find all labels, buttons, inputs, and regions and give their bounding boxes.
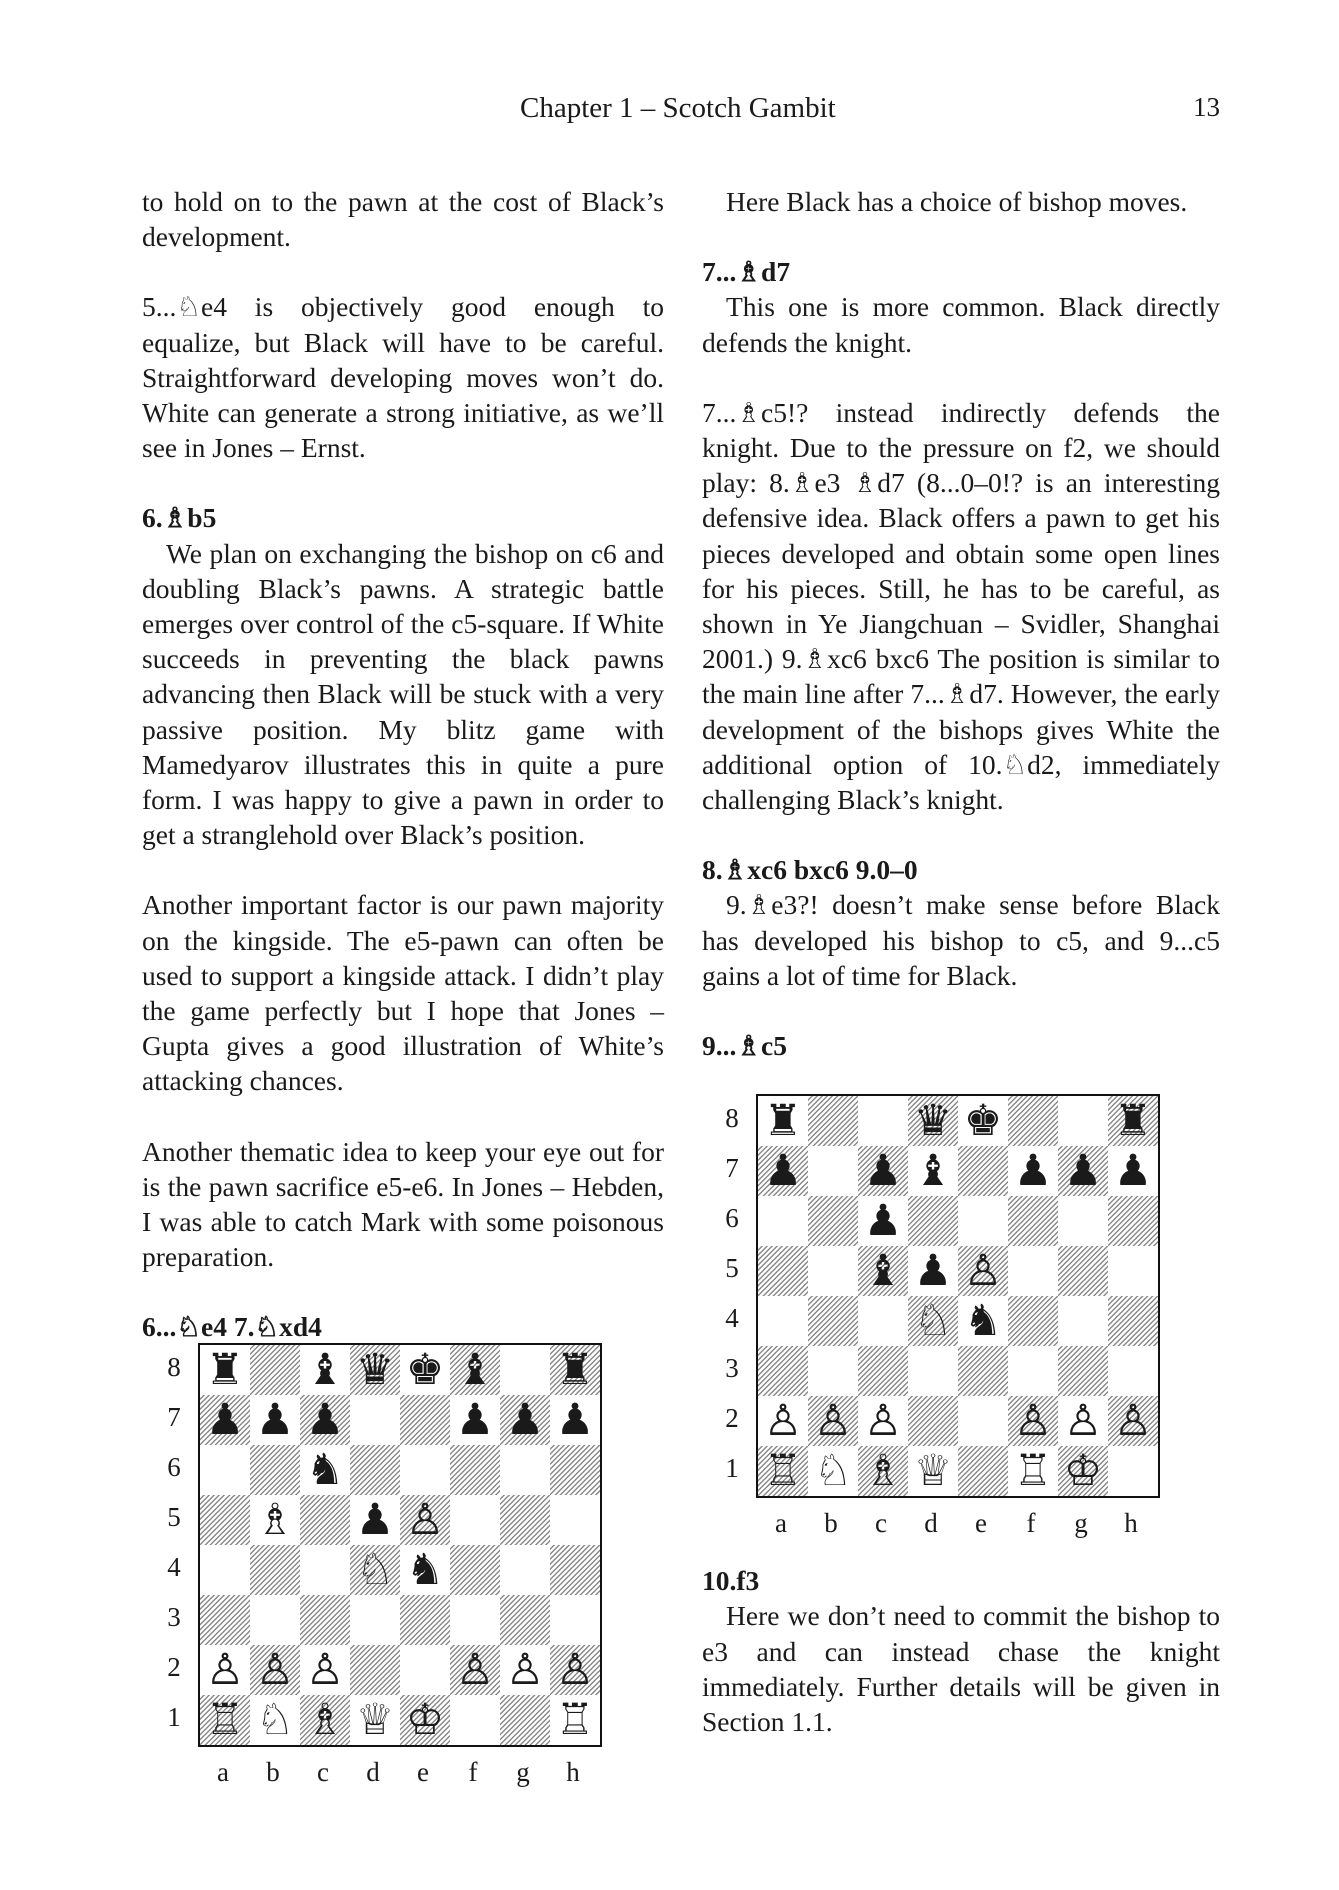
paragraph: 5...♘e4 is objectively good enough to equalize, but Black will have to be careful. Straightforward developing moves won’t do. White can generate a strong initiative, as we’ll see in Jones – Ernst.: [142, 291, 664, 464]
rank-label: 4: [167, 1552, 181, 1582]
board-square-f7: [1008, 1146, 1058, 1196]
board-square-b2: [250, 1645, 300, 1695]
board-square-f4: [450, 1545, 500, 1595]
board-square-h8: [1108, 1096, 1158, 1146]
board-square-f5: [450, 1495, 500, 1545]
rank-label: 2: [167, 1652, 181, 1682]
board-square-b4: [808, 1296, 858, 1346]
board-square-c7: [300, 1395, 350, 1445]
board-square-f4: [1008, 1296, 1058, 1346]
board-square-h5: [1108, 1246, 1158, 1296]
board-square-a8: [758, 1096, 808, 1146]
chess-piece: ♞: [963, 1295, 1003, 1346]
board-square-c7: [858, 1146, 908, 1196]
chess-piece: ♙: [305, 1644, 345, 1695]
chess-piece: ♝: [913, 1145, 953, 1196]
board-square-c8: [300, 1345, 350, 1395]
board-square-e6: [958, 1196, 1008, 1246]
board-square-d4: [350, 1545, 400, 1595]
paragraph: Another thematic idea to keep your eye out for is the pawn sacrifice e5-e6. In Jones – Hebden, I was able to catch Mark with some poisonous preparation.: [142, 1135, 664, 1273]
board-square-a6: [200, 1445, 250, 1495]
board-square-c1: [858, 1446, 908, 1496]
chess-piece: ♗: [863, 1445, 903, 1496]
chess-piece: ♚: [405, 1344, 445, 1395]
chess-piece: ♖: [1013, 1445, 1053, 1496]
chess-piece: ♘: [913, 1295, 953, 1346]
chess-piece: ♙: [813, 1395, 853, 1446]
file-label: f: [468, 1757, 478, 1787]
chess-piece: ♙: [1063, 1395, 1103, 1446]
chess-piece: ♟: [1113, 1145, 1153, 1196]
chess-piece: ♟: [305, 1394, 345, 1445]
chess-piece: ♕: [913, 1445, 953, 1496]
rank-label: 7: [725, 1153, 739, 1183]
paragraph: Another important factor is our pawn majority on the kingside. The e5-pawn can often be used to support a kingside attack. I didn’t play the game perfectly but I hope that Jones – Gupta gives a good illustration of White’s attacking chances.: [142, 889, 664, 1097]
board-square-a5: [200, 1495, 250, 1545]
chess-piece: ♙: [405, 1494, 445, 1545]
chapter-title: Chapter 1 – Scotch Gambit: [520, 92, 836, 124]
board-square-b4: [250, 1545, 300, 1595]
board-square-g2: [500, 1645, 550, 1695]
board-square-g6: [1058, 1196, 1108, 1246]
rank-label: 4: [725, 1303, 739, 1333]
board-square-f6: [1008, 1196, 1058, 1246]
board-square-b8: [250, 1345, 300, 1395]
chess-piece: ♚: [963, 1095, 1003, 1146]
board-square-g4: [1058, 1296, 1108, 1346]
chess-piece: ♙: [863, 1395, 903, 1446]
board-square-a8: [200, 1345, 250, 1395]
chess-piece: ♜: [555, 1344, 595, 1395]
chess-piece: ♟: [913, 1245, 953, 1296]
board-square-e4: [400, 1545, 450, 1595]
chess-piece: ♙: [255, 1644, 295, 1695]
chess-piece: ♙: [1013, 1395, 1053, 1446]
rank-label: 8: [725, 1103, 739, 1133]
board-square-h8: [550, 1345, 600, 1395]
board-square-b8: [808, 1096, 858, 1146]
board-square-d6: [908, 1196, 958, 1246]
board-square-b5: [808, 1246, 858, 1296]
board-square-d1: [908, 1446, 958, 1496]
board-square-d2: [908, 1396, 958, 1446]
board-square-g8: [1058, 1096, 1108, 1146]
chess-piece: ♙: [205, 1644, 245, 1695]
chess-piece: ♟: [505, 1394, 545, 1445]
board-square-e1: [400, 1695, 450, 1745]
board-square-c6: [858, 1196, 908, 1246]
board-square-b3: [250, 1595, 300, 1645]
chessboard: [756, 1094, 1160, 1498]
board-square-h3: [550, 1595, 600, 1645]
move-heading: 7...♗d7: [702, 256, 791, 288]
board-square-g1: [1058, 1446, 1108, 1496]
board-square-e8: [400, 1345, 450, 1395]
board-square-c1: [300, 1695, 350, 1745]
board-square-e3: [958, 1346, 1008, 1396]
move-heading: 6...♘e4 7.♘xd4: [142, 1311, 322, 1343]
chess-piece: ♟: [455, 1394, 495, 1445]
chess-piece: ♟: [763, 1145, 803, 1196]
chess-piece: ♟: [355, 1494, 395, 1545]
board-square-g4: [500, 1545, 550, 1595]
left-column: [142, 184, 664, 1345]
board-square-e8: [958, 1096, 1008, 1146]
board-square-h1: [550, 1695, 600, 1745]
chess-piece: ♝: [863, 1245, 903, 1296]
board-square-f1: [450, 1695, 500, 1745]
board-square-e5: [958, 1246, 1008, 1296]
board-square-f3: [1008, 1346, 1058, 1396]
board-square-b2: [808, 1396, 858, 1446]
chess-piece: ♟: [1063, 1145, 1103, 1196]
board-square-g5: [500, 1495, 550, 1545]
board-square-e4: [958, 1296, 1008, 1346]
rank-label: 8: [167, 1352, 181, 1382]
board-square-c5: [300, 1495, 350, 1545]
file-label: d: [366, 1757, 380, 1787]
move-heading: 8.♗xc6 bxc6 9.0–0: [702, 854, 918, 886]
file-label: b: [266, 1757, 280, 1787]
chess-piece: ♘: [255, 1694, 295, 1745]
file-label: c: [317, 1757, 329, 1787]
board-square-g3: [500, 1595, 550, 1645]
paragraph: This one is more common. Black directly defends the knight.: [702, 291, 1220, 358]
board-square-e2: [958, 1396, 1008, 1446]
rank-label: 2: [725, 1403, 739, 1433]
chess-piece: ♟: [863, 1195, 903, 1246]
chess-piece: ♙: [505, 1644, 545, 1695]
paragraph: Here we don’t need to commit the bishop to e3 and can instead chase the knight immediately. Further details will be given in Section 1.1.: [702, 1600, 1220, 1738]
paragraph: We plan on exchanging the bishop on c6 and doubling Black’s pawns. A strategic battle emerges over control of the c5-square. If White succeeds in preventing the black pawns advancing then Black will be stuck with a very passive position. My blitz game with Mamedyarov illustrates this in quite a pure form. I was happy to give a pawn in order to get a stranglehold over Black’s position.: [142, 537, 664, 851]
board-square-h4: [550, 1545, 600, 1595]
rank-label: 3: [167, 1602, 181, 1632]
board-square-a4: [758, 1296, 808, 1346]
board-square-c2: [858, 1396, 908, 1446]
board-square-e6: [400, 1445, 450, 1495]
board-square-f5: [1008, 1246, 1058, 1296]
board-square-g5: [1058, 1246, 1108, 1296]
file-label: d: [924, 1508, 938, 1538]
chess-piece: ♔: [1063, 1445, 1103, 1496]
rank-label: 1: [167, 1702, 181, 1732]
chess-piece: ♛: [913, 1095, 953, 1146]
chess-piece: ♙: [555, 1644, 595, 1695]
board-square-d7: [908, 1146, 958, 1196]
board-square-e7: [958, 1146, 1008, 1196]
board-square-b7: [808, 1146, 858, 1196]
chess-piece: ♛: [355, 1344, 395, 1395]
paragraph: Here Black has a choice of bishop moves.: [726, 186, 1188, 217]
chess-piece: ♔: [405, 1694, 445, 1745]
board-square-a3: [200, 1595, 250, 1645]
board-square-a3: [758, 1346, 808, 1396]
file-label: b: [824, 1508, 838, 1538]
move-heading: 9...♗c5: [702, 1030, 787, 1062]
board-square-a2: [758, 1396, 808, 1446]
board-square-c5: [858, 1246, 908, 1296]
chess-piece: ♖: [763, 1445, 803, 1496]
right-column: [702, 184, 1220, 1739]
chess-piece: ♘: [813, 1445, 853, 1496]
chessboard: [198, 1343, 602, 1747]
rank-label: 6: [167, 1452, 181, 1482]
board-square-a7: [200, 1395, 250, 1445]
paragraph: 9.♗e3?! doesn’t make sense before Black has developed his bishop to c5, and 9...c5 gains a lot of time for Black.: [702, 889, 1220, 991]
board-square-f2: [1008, 1396, 1058, 1446]
file-label: a: [775, 1508, 787, 1538]
board-square-c8: [858, 1096, 908, 1146]
chess-piece: ♜: [763, 1095, 803, 1146]
file-label: c: [875, 1508, 887, 1538]
board-square-d3: [908, 1346, 958, 1396]
board-square-h7: [1108, 1146, 1158, 1196]
board-square-f6: [450, 1445, 500, 1495]
chess-piece: ♟: [1013, 1145, 1053, 1196]
file-label: f: [1026, 1508, 1036, 1538]
board-square-b1: [250, 1695, 300, 1745]
board-square-h6: [1108, 1196, 1158, 1246]
board-square-f8: [450, 1345, 500, 1395]
board-square-c3: [858, 1346, 908, 1396]
chess-piece: ♟: [555, 1394, 595, 1445]
board-square-h1: [1108, 1446, 1158, 1496]
file-label: e: [975, 1508, 987, 1538]
rank-label: 5: [725, 1253, 739, 1283]
board-square-d8: [908, 1096, 958, 1146]
board-square-g7: [500, 1395, 550, 1445]
board-square-h5: [550, 1495, 600, 1545]
board-square-h6: [550, 1445, 600, 1495]
chess-piece: ♞: [405, 1544, 445, 1595]
board-square-d7: [350, 1395, 400, 1445]
chess-piece: ♙: [763, 1395, 803, 1446]
chess-piece: ♗: [255, 1494, 295, 1545]
board-square-f2: [450, 1645, 500, 1695]
rank-label: 1: [725, 1453, 739, 1483]
board-square-h2: [1108, 1396, 1158, 1446]
file-label: g: [516, 1757, 530, 1787]
chess-piece: ♜: [1113, 1095, 1153, 1146]
board-square-c4: [858, 1296, 908, 1346]
chess-piece: ♙: [963, 1245, 1003, 1296]
board-square-d1: [350, 1695, 400, 1745]
board-square-e5: [400, 1495, 450, 1545]
board-square-d2: [350, 1645, 400, 1695]
paragraph: to hold on to the pawn at the cost of Black’s development.: [142, 186, 664, 253]
board-square-h4: [1108, 1296, 1158, 1346]
board-square-g6: [500, 1445, 550, 1495]
file-label: g: [1074, 1508, 1088, 1538]
chess-piece: ♘: [355, 1544, 395, 1595]
board-square-h2: [550, 1645, 600, 1695]
board-square-a4: [200, 1545, 250, 1595]
page-number: 13: [1193, 92, 1220, 122]
chess-piece: ♙: [455, 1644, 495, 1695]
board-square-c4: [300, 1545, 350, 1595]
board-square-g7: [1058, 1146, 1108, 1196]
board-square-e7: [400, 1395, 450, 1445]
chess-piece: ♝: [305, 1344, 345, 1395]
chess-piece: ♗: [305, 1694, 345, 1745]
board-square-a2: [200, 1645, 250, 1695]
chess-piece: ♟: [863, 1145, 903, 1196]
board-square-b6: [808, 1196, 858, 1246]
board-square-a5: [758, 1246, 808, 1296]
board-square-d4: [908, 1296, 958, 1346]
board-square-c3: [300, 1595, 350, 1645]
board-square-d3: [350, 1595, 400, 1645]
file-label: e: [417, 1757, 429, 1787]
board-square-h7: [550, 1395, 600, 1445]
paragraph: 7...♗c5!? instead indirectly defends the knight. Due to the pressure on f2, we should play: 8.♗e3 ♗d7 (8...0–0!? is an interesting defensive idea. Black offers a pawn to get his pieces developed and obtain some open lines for his pieces. Still, he has to be careful, as shown in Ye Jiangchuan – Svidler, Shanghai 2001.) 9.♗xc6 bxc6 The position is similar to the main line after 7...♗d7. However, the early development of the bishops gives White the additional option of 10.♘d2, immediately challenging Black’s knight.: [702, 396, 1220, 816]
move-heading: 6.♗b5: [142, 502, 217, 534]
board-square-b7: [250, 1395, 300, 1445]
file-label: h: [566, 1757, 580, 1787]
chess-piece: ♟: [255, 1394, 295, 1445]
rank-label: 6: [725, 1203, 739, 1233]
board-square-d5: [350, 1495, 400, 1545]
board-square-a7: [758, 1146, 808, 1196]
rank-label: 3: [725, 1353, 739, 1383]
page-header: [0, 92, 1339, 132]
board-square-e3: [400, 1595, 450, 1645]
board-square-b6: [250, 1445, 300, 1495]
board-square-a1: [758, 1446, 808, 1496]
board-square-b5: [250, 1495, 300, 1545]
board-square-d8: [350, 1345, 400, 1395]
board-square-f8: [1008, 1096, 1058, 1146]
board-square-g1: [500, 1695, 550, 1745]
board-square-f3: [450, 1595, 500, 1645]
chess-piece: ♕: [355, 1694, 395, 1745]
board-square-g8: [500, 1345, 550, 1395]
file-label: a: [217, 1757, 229, 1787]
chess-piece: ♞: [305, 1444, 345, 1495]
board-square-e2: [400, 1645, 450, 1695]
chess-piece: ♜: [205, 1344, 245, 1395]
move-heading: 10.f3: [702, 1565, 760, 1597]
chess-piece: ♙: [1113, 1395, 1153, 1446]
board-square-g2: [1058, 1396, 1108, 1446]
board-square-d5: [908, 1246, 958, 1296]
board-square-d6: [350, 1445, 400, 1495]
board-square-c6: [300, 1445, 350, 1495]
chess-piece: ♟: [205, 1394, 245, 1445]
chess-piece: ♖: [555, 1694, 595, 1745]
board-square-a1: [200, 1695, 250, 1745]
rank-label: 7: [167, 1402, 181, 1432]
chess-piece: ♝: [455, 1344, 495, 1395]
board-square-a6: [758, 1196, 808, 1246]
board-square-f7: [450, 1395, 500, 1445]
board-square-c2: [300, 1645, 350, 1695]
board-square-g3: [1058, 1346, 1108, 1396]
board-square-b1: [808, 1446, 858, 1496]
file-label: h: [1124, 1508, 1138, 1538]
board-square-h3: [1108, 1346, 1158, 1396]
chess-piece: ♖: [205, 1694, 245, 1745]
rank-label: 5: [167, 1502, 181, 1532]
board-square-b3: [808, 1346, 858, 1396]
board-square-e1: [958, 1446, 1008, 1496]
board-square-f1: [1008, 1446, 1058, 1496]
